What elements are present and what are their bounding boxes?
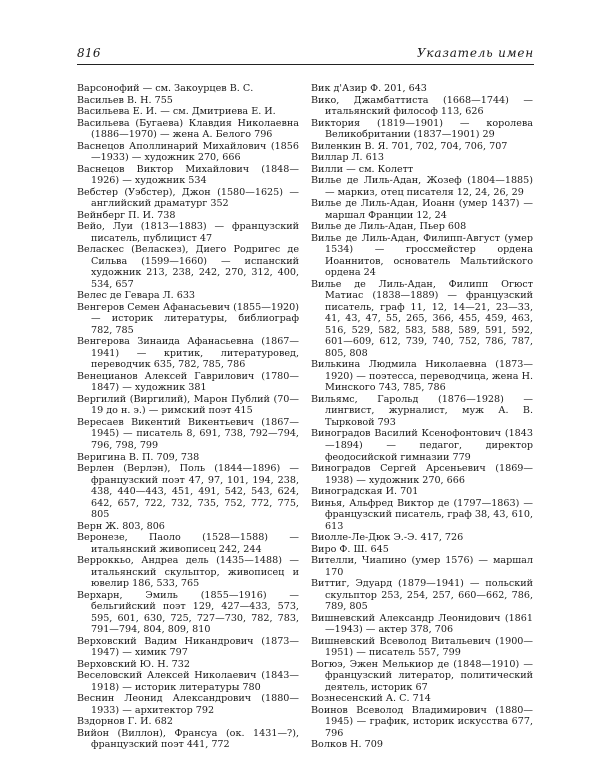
index-entry: Вик д'Азир Ф. 201, 643	[311, 83, 427, 94]
index-entry: Воинов Всеволод Владимирович (1880—1945) — график, историк искусства 677, 796	[311, 704, 533, 739]
index-entry: Васильев В. Н. 755	[77, 94, 173, 106]
index-entry: Виллар Л. 613	[311, 152, 384, 164]
index-entry: Васильева (Бугаева) Клавдия Николаевна (1886—1970) — жена А. Белого 796	[77, 117, 299, 141]
index-entry: Венецианов Алексей Гаврилович (1780—1847) — художник 381	[77, 370, 299, 394]
index-entry: Верховский Вадим Никандрович (1873—1947) — химик 797	[77, 635, 299, 659]
index-entry: Вишневский Александр Леонидович (1861—1943) — актер 378, 706	[311, 612, 533, 636]
index-entry: Вителли, Чиапино (умер 1576) — маршал 170	[311, 555, 533, 578]
index-entry: Вишневский Всеволод Витальевич (1900—1951) — писатель 557, 799	[311, 635, 533, 659]
index-column-right	[311, 83, 533, 751]
index-column-left	[77, 83, 299, 751]
running-title: Указатель имен	[416, 46, 534, 60]
index-entry: Вересаев Викентий Викентьевич (1867—1945) — писатель 8, 691, 738, 792—794, 796, 798, 799	[77, 416, 299, 451]
header-rule	[77, 64, 534, 65]
index-entry: Венгерова Зинаида Афанасьевна (1867—1941) — критик, литературовед, переводчик 635, 782, 785, 786	[77, 336, 299, 371]
index-entry: Вилькина Людмила Николаевна (1873—1920) — поэтесса, переводчица, жена Н. Минского 743, 785, 786	[311, 359, 533, 394]
index-entry: Виктория (1819—1901) — королева Великобритании (1837—1901) 29	[311, 117, 533, 141]
index-entry: Велес де Гевара Л. 633	[77, 290, 196, 302]
index-entry: Верхарн, Эмиль (1855—1916) — бельгийский поэт 129, 427—433, 573, 595, 601, 630, 725, 727—730, 782, 783, 791—794, 804, 809, 810	[77, 589, 299, 636]
index-entry: Вилье де Лиль-Адан, Иоанн (умер 1437) — маршал Франции 12, 24	[311, 198, 533, 221]
page-number: 816	[77, 46, 101, 60]
index-entry: Веласкес (Веласкез), Диего Родригес де Сильва (1599—1660) — испанский художник 213, 238, 242, 270, 312, 400, 534, 657	[77, 244, 299, 290]
index-entry: Верлен (Верлэн), Поль (1844—1896) — французский поэт 47, 97, 101, 194, 238, 438, 440—443, 451, 491, 542, 543, 624, 642, 657, 722, 732, 735, 752, 772, 775, 805	[77, 463, 299, 521]
index-entry: Виноградская И. 701	[311, 486, 419, 498]
index-entry: Веронезе, Паоло (1528—1588) — итальянский живописец 242, 244	[77, 532, 299, 555]
index-entry: Вильямс, Гарольд (1876—1928) — лингвист, журналист, муж А. В. Тырковой 793	[311, 393, 533, 428]
index-entry: Вилье де Лиль-Адан, Жозеф (1804—1885) — маркиз, отец писателя 12, 24, 26, 29	[311, 175, 533, 198]
index-entry: Вознесенский А. С. 714	[311, 693, 431, 705]
index-entry: Веселовский Алексей Николаевич (1843—1918) — историк литературы 780	[77, 670, 299, 693]
index-entry: Варсонофий — см. Закоурцев В. С.	[77, 83, 254, 94]
index-entry: Верховский Ю. Н. 732	[77, 658, 190, 670]
index-entry: Васильева Е. И. — см. Дмитриева Е. И.	[77, 106, 276, 118]
index-entry: Вико, Джамбаттиста (1668—1744) — итальянский философ 113, 626	[311, 94, 533, 118]
index-entry: Вебстер (Уэбстер), Джон (1580—1625) — английский драматург 352	[77, 186, 299, 210]
index-entry: Виолле-Ле-Дюк Э.-Э. 417, 726	[311, 532, 464, 544]
index-entry: Васнецов Аполлинарий Михайлович (1856—1933) — художник 270, 666	[77, 140, 299, 164]
index-entry: Вилье де Лиль-Адан, Пьер 608	[311, 221, 467, 233]
index-entry: Верроккьо, Андреа дель (1435—1488) — итальянский скульптор, живописец и ювелир 186, 533, 765	[77, 555, 299, 590]
index-entry: Вздорнов Г. И. 682	[77, 716, 173, 728]
index-entry: Веснин Леонид Александрович (1880—1933) — архитектор 792	[77, 693, 299, 716]
index-entry: Веригина В. П. 709, 738	[77, 451, 200, 463]
index-entry: Виттиг, Эдуард (1879—1941) — польский скульптор 253, 254, 257, 660—662, 786, 789, 805	[311, 578, 533, 613]
index-entry: Вилли — см. Колетт	[311, 163, 414, 175]
index-entry: Вогюэ, Эжен Мелькиор де (1848—1910) — французский литератор, политический деятель, историк 67	[311, 658, 533, 693]
index-entry: Виноградов Сергей Арсеньевич (1869—1938) — художник 270, 666	[311, 463, 533, 486]
index-entry: Вейнберг П. И. 738	[77, 209, 176, 221]
index-entry: Вергилий (Виргилий), Марон Публий (70—19 до н. э.) — римский поэт 415	[77, 393, 299, 417]
index-entry: Виноградов Василий Ксенофонтович (1843—1894) — педагог, директор феодосийской гимназии 779	[311, 428, 533, 463]
index-entry: Вилье де Лиль-Адан, Филипп Огюст Матиас (1838—1889) — французский писатель, граф 11, 12, 14—21, 23—33, 41, 43, 47, 55, 265, 366, 455, 459, 463, 516, 529, 582, 583, 588, 589, 591, 592, 601—609, 612, 739, 740, 752, 786, 787, 805, 808	[311, 278, 533, 359]
index-entry: Волков Н. 709	[311, 739, 383, 751]
index-entry: Виленкин В. Я. 701, 702, 704, 706, 707	[311, 140, 508, 152]
index-entry: Венгеров Семен Афанасьевич (1855—1920) — историк литературы, библиограф 782, 785	[77, 301, 299, 336]
index-entry: Вилье де Лиль-Адан, Филипп-Август (умер 1534) — гроссмейстер ордена Иоаннитов, основатель Мальтийского ордена 24	[311, 232, 533, 279]
index-entry: Верн Ж. 803, 806	[77, 520, 165, 532]
index-entry: Вейо, Луи (1813—1883) — французский писатель, публицист 47	[77, 221, 299, 244]
index-entry: Виро Ф. Ш. 645	[311, 543, 389, 555]
index-entry: Винья, Альфред Виктор де (1797—1863) — французский писатель, граф 38, 43, 610, 613	[311, 497, 533, 532]
index-entry: Васнецов Виктор Михайлович (1848—1926) — художник 534	[77, 163, 299, 187]
index-entry: Вийон (Виллон), Франсуа (ок. 1431—?), французский поэт 441, 772	[77, 727, 299, 751]
